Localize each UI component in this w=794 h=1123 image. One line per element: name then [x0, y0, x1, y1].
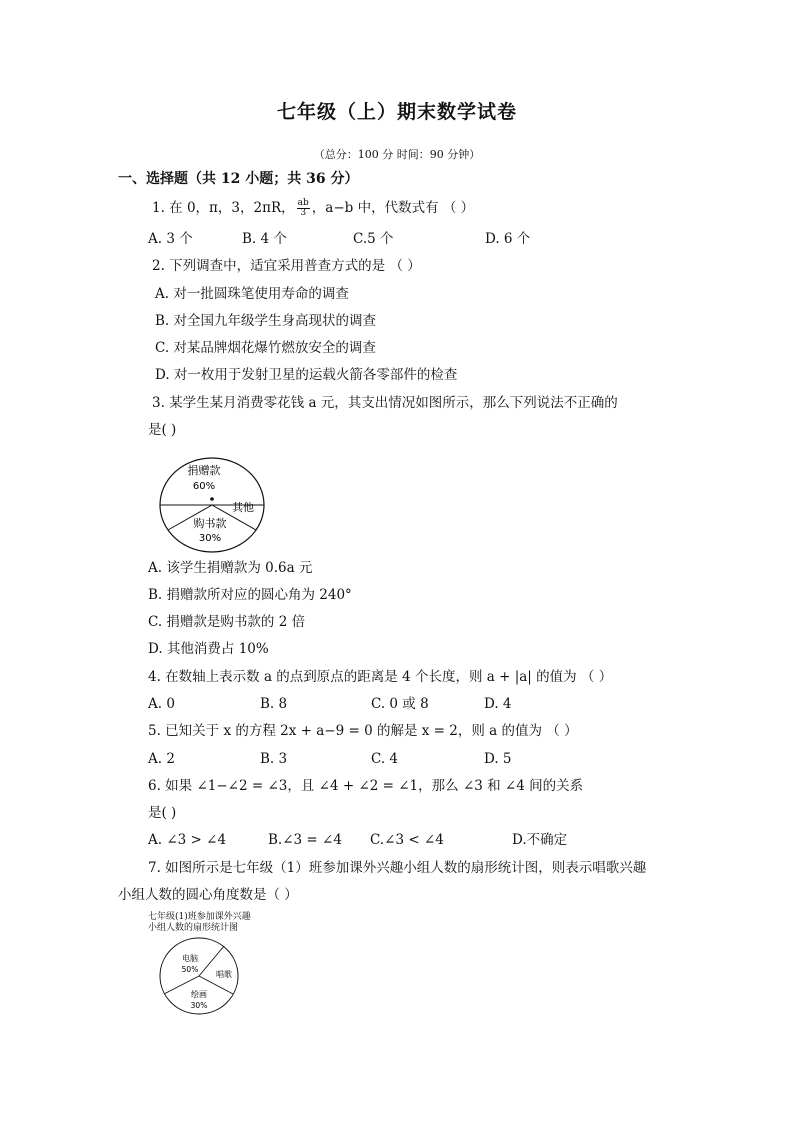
pie-label-painting-pct: 30% — [190, 1001, 208, 1010]
pie-label-donation: 捐赠款 — [187, 464, 221, 477]
question-6-stem-cont: 是( ) — [148, 805, 177, 821]
pie-chart-interest-groups — [158, 936, 240, 1016]
fraction-denominator: 3 — [300, 208, 307, 218]
option-c: C. 4 — [371, 751, 399, 767]
pie-center-dot — [210, 497, 214, 501]
question-5-stem: 5. 已知关于 x 的方程 2x + a−9 = 0 的解是 x = 2，则 a 的值为 （ ） — [148, 723, 578, 739]
option-a: A. 2 — [148, 751, 175, 767]
pie-label-computer: 电脑 — [182, 954, 198, 963]
question-4-stem: 4. 在数轴上表示数 a 的点到原点的距离是 4 个长度，则 a + |a| 的值为 （ ） — [148, 669, 613, 685]
option-c: C.∠3 < ∠4 — [370, 832, 444, 848]
question-4-options — [148, 695, 648, 713]
option-c: C. 捐赠款是购书款的 2 倍 — [148, 614, 306, 630]
question-7-stem: 7. 如图所示是七年级（1）班参加课外兴趣小组人数的扇形统计图，则表示唱歌兴趣 — [148, 860, 647, 876]
option-b: B. 4 个 — [242, 231, 287, 247]
option-a: A. 0 — [148, 696, 175, 712]
q1-stem-pre: 1. 在 0，π，3，2πR， — [152, 200, 295, 216]
pie-label-books: 购书款 — [193, 517, 227, 530]
question-1-options — [148, 230, 648, 248]
option-c: C. 对某品牌烟花爆竹燃放安全的调查 — [155, 340, 376, 356]
chart-title-line-2: 小组人数的扇形统计图 — [148, 923, 239, 933]
option-a: A. ∠3 > ∠4 — [148, 832, 227, 848]
option-c: C.5 个 — [353, 231, 394, 247]
option-d: D.不确定 — [512, 832, 568, 848]
pie-label-singing: 唱歌 — [216, 970, 232, 979]
option-b: B. 3 — [260, 751, 288, 767]
fraction — [297, 199, 310, 218]
option-d: D. 6 个 — [485, 231, 531, 247]
q1-stem-post: ，a−b 中，代数式有 （ ） — [311, 200, 475, 216]
exam-info: （总分：100 分 时间：90 分钟） — [313, 148, 481, 161]
question-1-stem — [152, 199, 474, 218]
pie-label-other: 其他 — [232, 501, 254, 514]
question-6-stem: 6. 如果 ∠1−∠2 = ∠3，且 ∠4 + ∠2 = ∠1，那么 ∠3 和 ∠4 间的关系 — [148, 778, 584, 794]
section-heading: 一、选择题（共 12 小题；共 36 分） — [118, 171, 359, 187]
question-2-stem: 2. 下列调查中，适宜采用普查方式的是 （ ） — [152, 258, 421, 274]
option-b: B. 捐赠款所对应的圆心角为 240° — [148, 587, 352, 603]
page-title: 七年级（上）期末数学试卷 — [276, 101, 517, 123]
option-d: D. 5 — [484, 751, 512, 767]
option-d: D. 对一枚用于发射卫星的运载火箭各零部件的检查 — [155, 367, 458, 383]
option-c: C. 0 或 8 — [371, 696, 429, 712]
pie-label-books-pct: 30% — [198, 533, 222, 544]
option-b: B. 对全国九年级学生身高现状的调查 — [155, 313, 377, 329]
option-a: A. 该学生捐赠款为 0.6a 元 — [148, 560, 313, 576]
pie-label-donation-pct: 60% — [192, 481, 216, 492]
question-7-stem-cont: 小组人数的圆心角度数是（ ） — [118, 887, 298, 903]
chart-title-line-1: 七年级(1)班参加课外兴趣 — [148, 912, 251, 922]
question-6-options — [148, 831, 648, 849]
question-3-stem-cont: 是( ) — [148, 422, 177, 438]
option-b: B.∠3 = ∠4 — [268, 832, 342, 848]
fraction-numerator: ab — [297, 198, 309, 208]
pie-label-painting: 绘画 — [191, 990, 207, 999]
option-d: D. 4 — [484, 696, 512, 712]
pie-chart-spending — [158, 455, 266, 555]
option-a: A. 对一批圆珠笔使用寿命的调查 — [155, 286, 349, 302]
option-b: B. 8 — [260, 696, 288, 712]
question-5-options — [148, 750, 648, 768]
question-3-stem: 3. 某学生某月消费零花钱 a 元，其支出情况如图所示，那么下列说法不正确的 — [152, 395, 618, 411]
option-d: D. 其他消费占 10% — [148, 641, 269, 657]
option-a: A. 3 个 — [148, 231, 193, 247]
pie-label-computer-pct: 50% — [181, 965, 199, 974]
chart-title — [148, 912, 251, 934]
